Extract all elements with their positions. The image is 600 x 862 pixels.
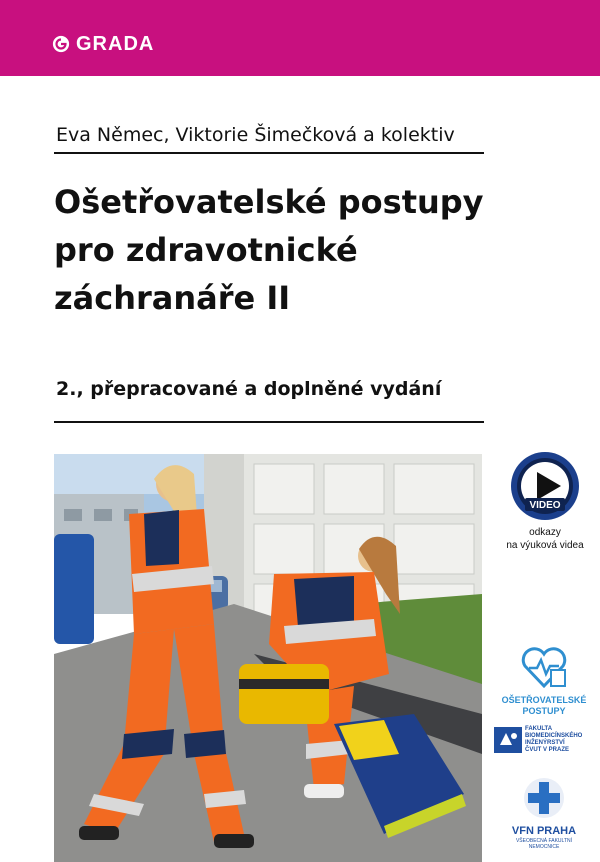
logo-text-line: FAKULTA bbox=[525, 726, 553, 732]
video-caption-line: odkazy bbox=[529, 527, 561, 538]
vfn-praha-logo bbox=[494, 776, 594, 850]
video-caption bbox=[506, 526, 583, 552]
divider-bottom bbox=[54, 421, 484, 423]
logo-text-line: NEMOCNICE bbox=[528, 844, 560, 850]
cover-photo bbox=[54, 454, 482, 862]
fbmi-text bbox=[525, 726, 582, 754]
logo-text-line: ČVUT V PRAZE bbox=[525, 747, 570, 753]
logo-text-line: POSTUPY bbox=[522, 706, 566, 716]
video-play-icon[interactable] bbox=[509, 450, 581, 522]
video-caption-line: na výuková videa bbox=[506, 540, 584, 551]
logo-text-line: OŠETŘOVATELSKÉ bbox=[501, 695, 587, 705]
fbmi-cvut-logo bbox=[494, 726, 596, 754]
title-line: pro zdravotnické bbox=[54, 231, 358, 269]
title-line: Ošetřovatelské postupy bbox=[54, 183, 484, 221]
divider-top bbox=[54, 152, 484, 154]
medical-cross-icon bbox=[522, 776, 566, 820]
vfn-name: VFN PRAHA bbox=[511, 825, 577, 837]
grada-logo bbox=[52, 33, 154, 55]
heart-checklist-icon bbox=[519, 644, 569, 690]
publisher-band bbox=[0, 0, 600, 76]
book-title bbox=[54, 178, 494, 322]
osetrovatelske-postupy-text bbox=[494, 695, 594, 717]
fbmi-emblem-icon bbox=[494, 727, 522, 753]
grada-logo-icon bbox=[52, 35, 70, 53]
publisher-name: GRADA bbox=[76, 32, 155, 55]
title-line: záchranáře II bbox=[54, 279, 291, 317]
authors: Eva Němec, Viktorie Šimečková a kolektiv bbox=[56, 124, 455, 146]
logo-text-line: INŽENÝRSTVÍ bbox=[525, 740, 565, 746]
video-badge-area bbox=[494, 450, 596, 552]
video-badge-label: VIDEO bbox=[529, 500, 561, 511]
vfn-subtitle bbox=[494, 838, 594, 850]
osetrovatelske-postupy-logo bbox=[494, 644, 594, 717]
logo-text-line: VŠEOBECNÁ FAKULTNÍ bbox=[515, 838, 573, 844]
paramedics-photo-illustration bbox=[54, 454, 482, 862]
logo-text-line: BIOMEDICÍNSKÉHO bbox=[525, 733, 583, 739]
edition-note: 2., přepracované a doplněné vydání bbox=[56, 378, 442, 400]
